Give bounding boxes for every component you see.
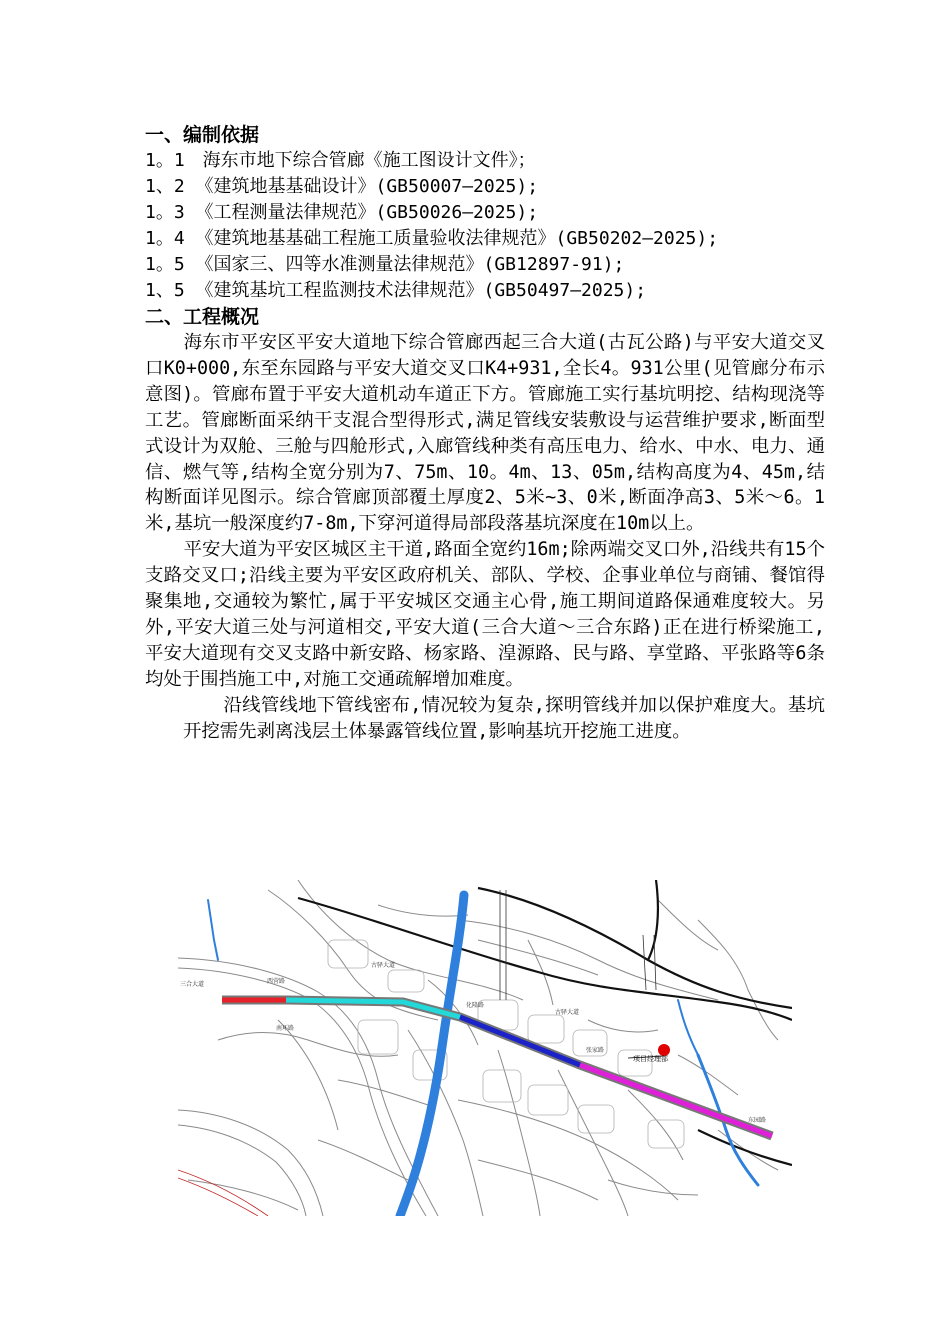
document-body — [145, 122, 825, 745]
overview-paragraph-3: 沿线管线地下管线密布,情况较为复杂,探明管线并加以保护难度大。基坑开挖需先剥离浅层土体暴露管线位置,影响基坑开挖施工进度。 — [183, 694, 825, 742]
reference-item: 1、2 《建筑地基基础设计》(GB50007—2025); — [145, 176, 539, 197]
map-label: 古驿大道 — [555, 1009, 580, 1016]
overview-paragraph-2: 平安大道为平安区城区主干道,路面全宽约16m;除两端交叉口外,沿线共有15个支路交叉口;沿线主要为平安区政府机关、部队、学校、企事业单位与商铺、餐馆得聚集地,交通较为繁忙,属于平安城区交通主心骨,施工期间道路保通难度较大。另外,平安大道三处与河道相交,平安大道(三合大道～三合东路)正在进行桥梁施工,平安大道现有交叉支路中新安路、杨家路、湟源路、民与路、享堂路、平张路等6条均处于围挡施工中,对施工交通疏解增加难度。 — [145, 539, 825, 690]
map-label-project-office: 项目经理部 — [633, 1055, 668, 1063]
section-heading-basis: 一、编制依据 — [145, 124, 260, 146]
map-background — [178, 880, 792, 1216]
map-label: 化隆路 — [466, 1002, 485, 1009]
reference-item: 1。3 《工程测量法律规范》(GB50026—2025); — [145, 202, 539, 223]
reference-item: 1。1 海东市地下综合管廊《施工图设计文件》； — [145, 150, 536, 171]
map-label: 东园路 — [748, 1117, 767, 1124]
reference-item: 1。4 《建筑地基基础工程施工质量验收法律规范》(GB50202—2025); — [145, 228, 719, 249]
reference-item: 1、5 《建筑基坑工程监测技术法律规范》(GB50497—2025); — [145, 280, 647, 301]
map-label: 三合大道 — [180, 981, 205, 988]
map-label: 古驿大道 — [371, 962, 396, 969]
map-label: 南环路 — [276, 1025, 295, 1032]
reference-item: 1。5 《国家三、四等水准测量法律规范》(GB12897-91); — [145, 254, 625, 275]
overview-paragraph-1: 海东市平安区平安大道地下综合管廊西起三合大道(古瓦公路)与平安大道交叉口K0+000,东至东园路与平安大道交叉口K4+931,全长4。931公里(见管廊分布示意图)。管廊布置于平安大道机动车道正下方。管廊施工实行基坑明挖、结构现浇等工艺。管廊断面采纳干支混合型得形式,满足管线安装敷设与运营维护要求,断面型式设计为双舱、三舱与四舱形式,入廊管线种类有高压电力、给水、中水、电力、通信、燃气等,结构全宽分别为7、75m、10。4m、13、05m,结构高度为4、45m,结构断面详见图示。综合管廊顶部覆土厚度2、5米~3、0米,断面净高3、5米～6。1米,基坑一般深度约7-8m,下穿河道得局部段落基坑深度在10m以上。 — [145, 332, 825, 535]
section-heading-overview: 二、工程概况 — [145, 306, 260, 328]
map-label: 张家路 — [586, 1047, 605, 1054]
map-label: 西营路 — [267, 978, 286, 985]
pipe-gallery-layout-map — [178, 880, 792, 1216]
